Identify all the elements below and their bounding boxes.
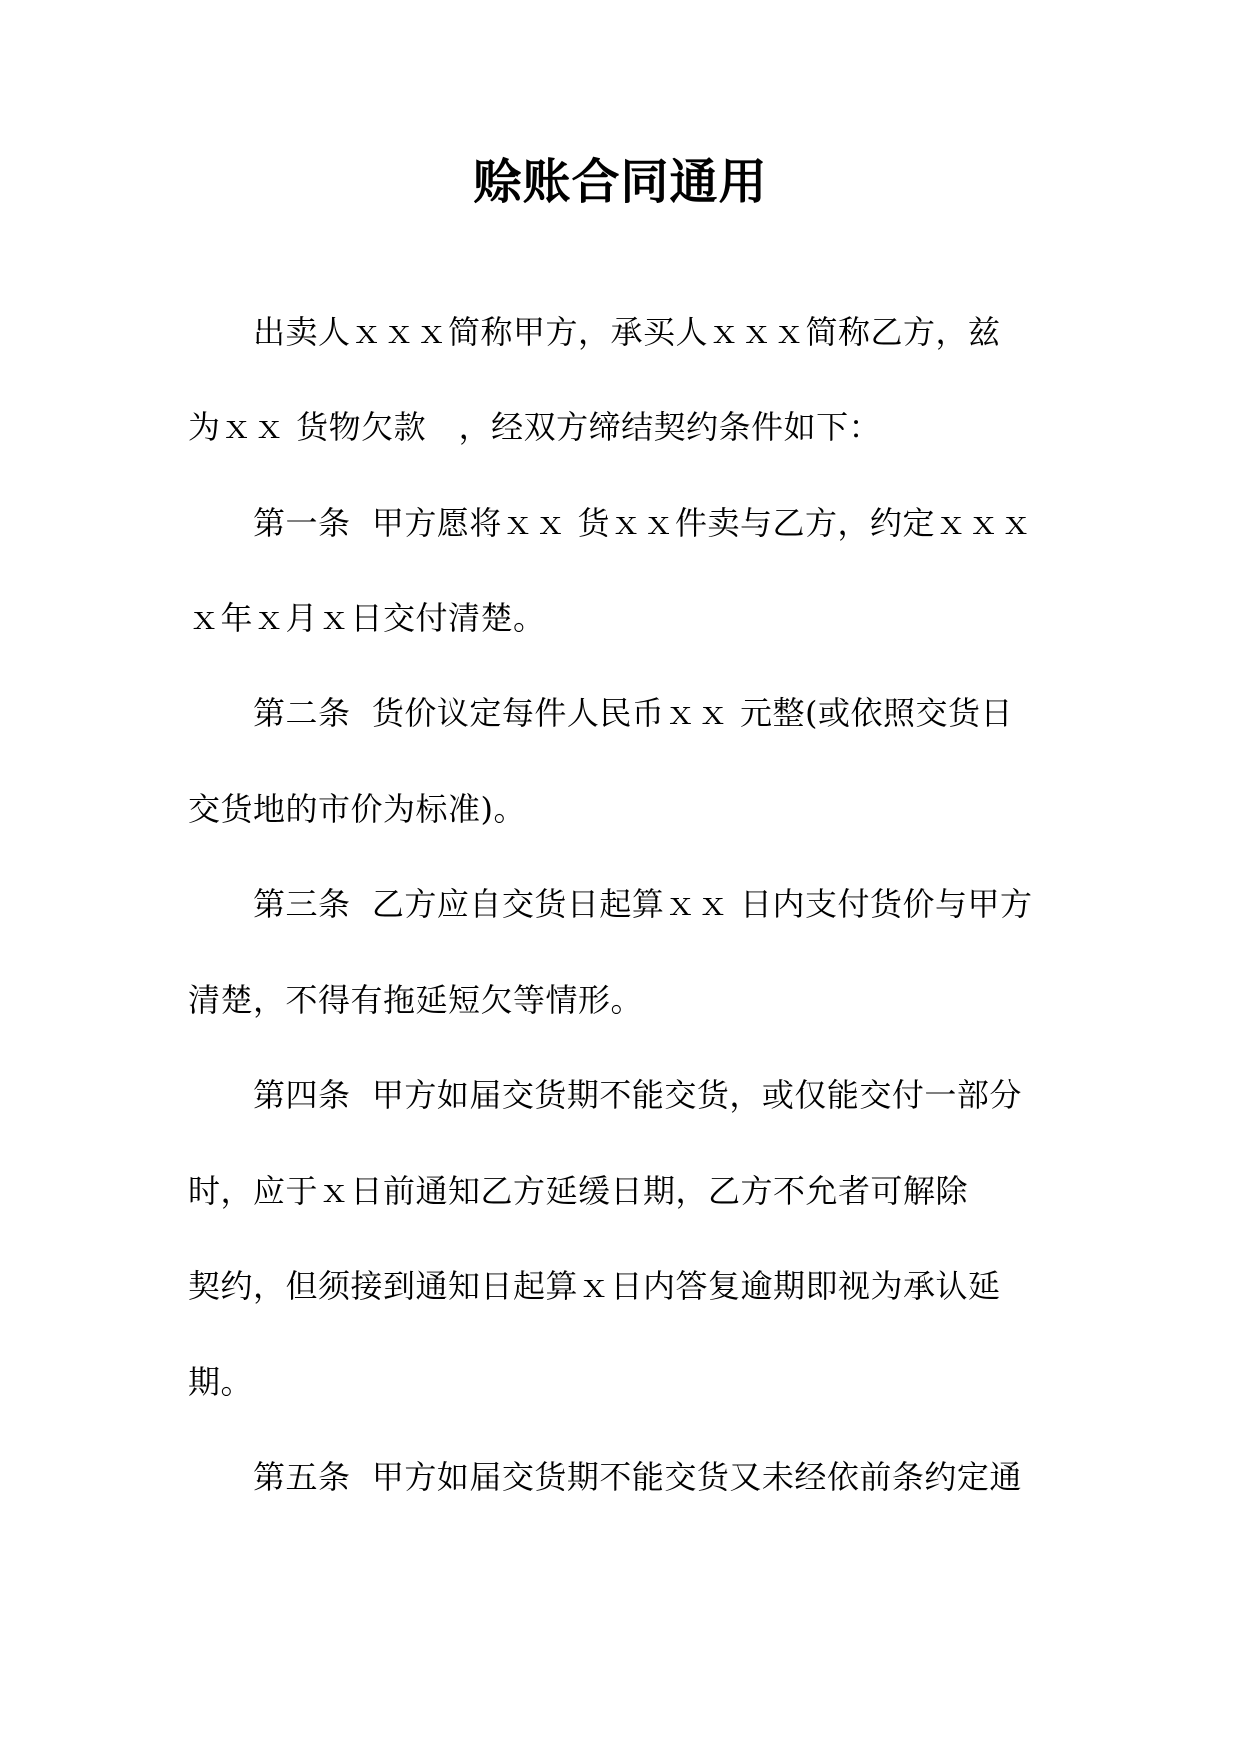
body-line: 第一条 甲方愿将ｘｘ 货ｘｘ件卖与乙方，约定ｘｘｘ [188, 504, 1033, 542]
body-line: ｘ年ｘ月ｘ日交付清楚。 [188, 599, 546, 637]
body-line: 为ｘｘ 货物欠款 ，经双方缔结契约条件如下： [188, 408, 882, 446]
body-line: 第五条 甲方如届交货期不能交货又未经依前条约定通 [188, 1458, 1022, 1496]
body-line: 期。 [188, 1363, 254, 1401]
body-line: 契约，但须接到通知日起算ｘ日内答复逾期即视为承认延 [188, 1267, 1001, 1305]
body-line: 时，应于ｘ日前通知乙方延缓日期，乙方不允者可解除 [188, 1172, 969, 1210]
body-line: 第四条 甲方如届交货期不能交货，或仅能交付一部分 [188, 1076, 1022, 1114]
document-title: 赊账合同通用 [473, 154, 768, 210]
body-line: 第三条 乙方应自交货日起算ｘｘ 日内支付货价与甲方 [188, 885, 1033, 923]
body-line: 第二条 货价议定每件人民币ｘｘ 元整(或依照交货日 [188, 694, 1014, 732]
body-line: 出卖人ｘｘｘ简称甲方，承买人ｘｘｘ简称乙方，兹 [188, 313, 1001, 351]
body-line: 清楚，不得有拖延短欠等情形。 [188, 981, 644, 1019]
body-line: 交货地的市价为标准)。 [188, 790, 526, 828]
